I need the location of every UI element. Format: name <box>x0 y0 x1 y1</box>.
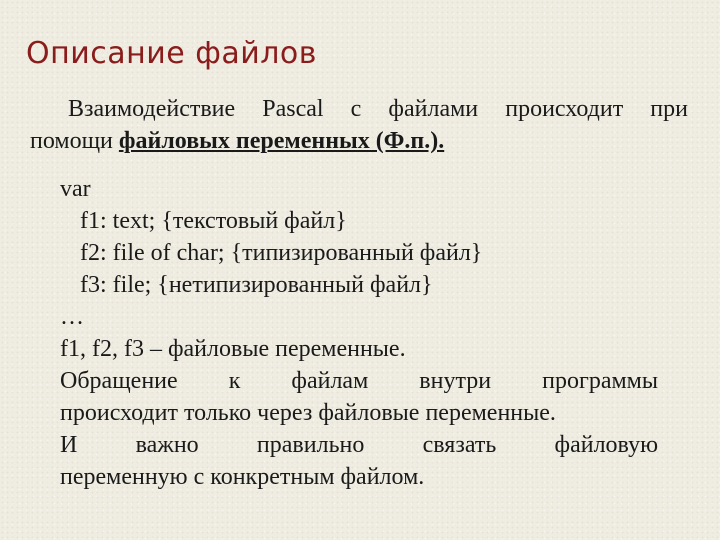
intro-line-2 <box>30 125 688 157</box>
code-line-f1: f1: text; {текстовый файл} <box>80 208 347 234</box>
file-variables-term: файловых переменных (Ф.п.). <box>118 128 445 154</box>
intro-line-1: Взаимодействие Pascal с файлами происходит при <box>68 96 688 122</box>
file-variables-note: f1, f2, f3 – файловые переменные. <box>60 336 406 362</box>
binding-line-1: И важно правильно связать файловую <box>60 432 658 458</box>
binding-line-2: переменную с конкретным файлом. <box>60 464 425 490</box>
code-ellipsis: … <box>60 304 84 330</box>
slide-body <box>60 173 658 493</box>
access-line-1: Обращение к файлам внутри программы <box>60 368 658 394</box>
slide-title: Описание файлов <box>26 36 317 71</box>
intro-paragraph <box>30 93 688 157</box>
intro-prefix: помощи <box>30 128 119 154</box>
code-var: var <box>60 176 91 202</box>
access-line-2: происходит только через файловые переменные. <box>60 400 556 426</box>
code-line-f3: f3: file; {нетипизированный файл} <box>80 272 433 298</box>
code-line-f2: f2: file of char; {типизированный файл} <box>80 240 483 266</box>
